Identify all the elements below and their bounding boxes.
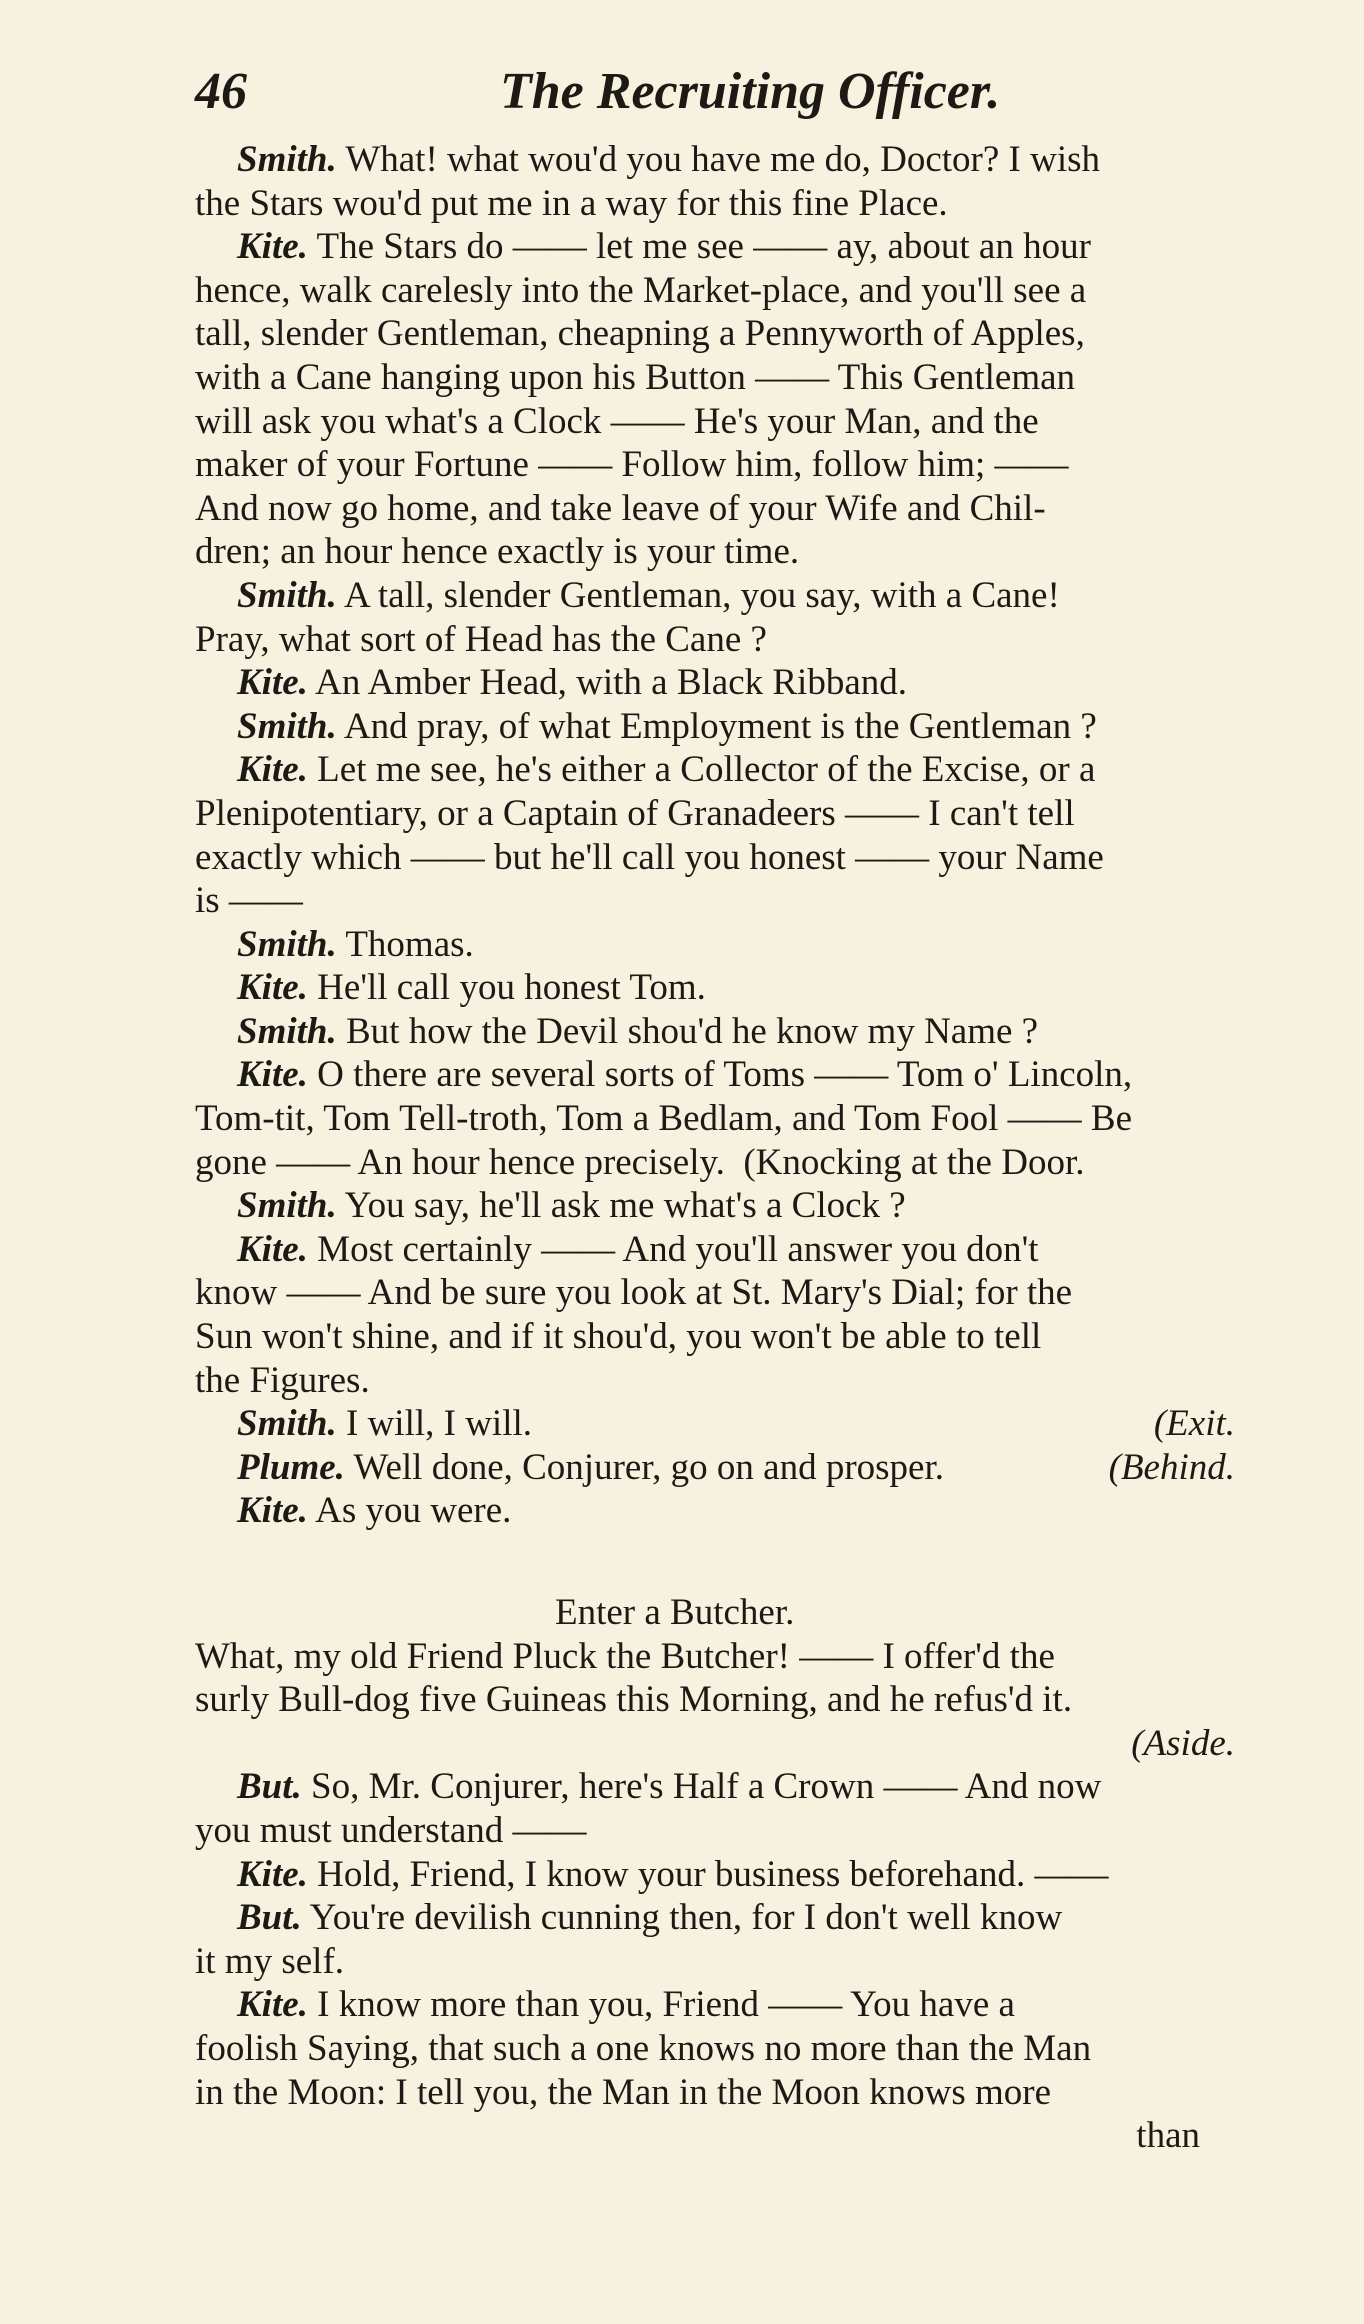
text-line <box>195 1141 1265 1185</box>
text-line <box>195 1896 1265 1940</box>
line-text: is —— <box>195 880 303 922</box>
text-line <box>195 836 1265 880</box>
text-line <box>195 2027 1265 2071</box>
text-line <box>195 356 1265 400</box>
line-text: The Stars do —— let me see —— ay, about an hour <box>307 226 1091 268</box>
text-line <box>195 269 1265 313</box>
line-text: O there are several sorts of Toms —— Tom o' Lincoln, <box>307 1054 1133 1096</box>
line-text: Plenipotentiary, or a Captain of Granadeers —— I can't tell <box>195 792 1075 834</box>
text-line <box>195 1315 1265 1359</box>
line-text: You're devilish cunning then, for I don't well know <box>301 1897 1063 1939</box>
line-text: Pray, what sort of Head has the Cane ? <box>195 618 767 660</box>
text-line <box>195 312 1265 356</box>
text-line <box>195 2071 1265 2115</box>
text-line <box>195 1446 1265 1490</box>
speaker-name: Kite. <box>237 967 308 1009</box>
stage-direction: (Exit. <box>1153 1403 1235 1445</box>
line-text: What, my old Friend Pluck the Butcher! —— I offer'd the <box>195 1635 1055 1677</box>
text-line <box>195 182 1265 226</box>
text-line <box>195 1765 1265 1809</box>
text-line <box>195 1184 1265 1228</box>
line-text: tall, slender Gentleman, cheapning a Pennyworth of Apples, <box>195 313 1085 355</box>
text-line <box>195 1678 1265 1722</box>
speaker-name: Smith. <box>237 574 337 616</box>
speaker-name: Kite. <box>237 1984 308 2026</box>
text-line <box>195 1853 1265 1897</box>
line-text: Thomas. <box>336 923 474 965</box>
line-text: As you were. <box>307 1490 512 1532</box>
speaker-name: Smith. <box>237 705 337 747</box>
play-text <box>195 138 1265 2158</box>
text-line <box>195 792 1265 836</box>
page-number: 46 <box>195 63 247 120</box>
line-text: you must understand —— <box>195 1809 587 1851</box>
line-text: it my self. <box>195 1940 345 1982</box>
line-text: But how the Devil shou'd he know my Name ? <box>336 1010 1039 1052</box>
text-line <box>195 225 1265 269</box>
speaker-name: Kite. <box>237 662 308 704</box>
line-text: maker of your Fortune —— Follow him, follow him; —— <box>195 444 1069 486</box>
catchword: than <box>1136 2115 1200 2157</box>
line-text: And now go home, and take leave of your Wife and Chil- <box>195 487 1046 529</box>
speaker-name: Kite. <box>237 1853 308 1895</box>
line-text: the Figures. <box>195 1359 370 1401</box>
text-line <box>195 1940 1265 1984</box>
dialogue-block-1 <box>195 138 1265 1533</box>
speaker-name: Smith. <box>237 923 337 965</box>
line-text: So, Mr. Conjurer, here's Half a Crown —— And now <box>301 1766 1102 1808</box>
text-line <box>195 138 1265 182</box>
speaker-name: Kite. <box>237 1054 308 1096</box>
text-line <box>195 705 1265 749</box>
line-text: Tom-tit, Tom Tell-troth, Tom a Bedlam, and Tom Fool —— Be <box>195 1098 1133 1140</box>
line-text: Hold, Friend, I know your business beforehand. —— <box>307 1853 1109 1895</box>
text-line <box>195 1722 1265 1766</box>
speaker-name: Plume. <box>237 1446 345 1488</box>
line-text: the Stars wou'd put me in a way for this fine Place. <box>195 182 948 224</box>
line-text: And pray, of what Employment is the Gentleman ? <box>336 705 1097 747</box>
text-line <box>195 1402 1265 1446</box>
text-line <box>195 748 1265 792</box>
text-line <box>195 1053 1265 1097</box>
line-text: will ask you what's a Clock —— He's your Man, and the <box>195 400 1039 442</box>
text-line <box>195 966 1265 1010</box>
speaker-name: Kite. <box>237 1228 308 1270</box>
speaker-name: Smith. <box>237 139 337 180</box>
speaker-name: Smith. <box>237 1010 337 1052</box>
text-line <box>195 879 1265 923</box>
line-text: An Amber Head, with a Black Ribband. <box>307 662 908 704</box>
speaker-name: Smith. <box>237 1403 337 1445</box>
text-line <box>195 1809 1265 1853</box>
text-line <box>195 1983 1265 2027</box>
text-line <box>195 487 1265 531</box>
line-text: I will, I will. <box>336 1403 533 1445</box>
text-line <box>195 574 1265 618</box>
page-header <box>195 62 1195 132</box>
text-line <box>195 400 1265 444</box>
dialogue-block-2 <box>195 1635 1265 2115</box>
line-text: know —— And be sure you look at St. Mary's Dial; for the <box>195 1272 1073 1314</box>
line-text: exactly which —— but he'll call you honest —— your Name <box>195 836 1104 878</box>
line-text: hence, walk carelesly into the Market-place, and you'll see a <box>195 269 1087 311</box>
line-text: foolish Saying, that such a one knows no more than the Man <box>195 2027 1092 2069</box>
line-text: gone —— An hour hence precisely. (Knocking at the Door. <box>195 1141 1085 1183</box>
line-text: Well done, Conjurer, go on and prosper. <box>344 1446 945 1488</box>
speaker-name: But. <box>237 1766 302 1808</box>
speaker-name: Kite. <box>237 1490 308 1532</box>
speaker-name: But. <box>237 1897 302 1939</box>
speaker-name: Kite. <box>237 749 308 791</box>
line-text: dren; an hour hence exactly is your time. <box>195 531 800 573</box>
text-line <box>195 1359 1265 1403</box>
stage-direction: (Behind. <box>1108 1446 1235 1488</box>
line-text: I know more than you, Friend —— You have a <box>307 1984 1015 2026</box>
line-text: surly Bull-dog five Guineas this Morning, and he refus'd it. <box>195 1679 1073 1721</box>
text-line <box>195 1271 1265 1315</box>
line-text: He'll call you honest Tom. <box>307 967 706 1009</box>
text-line <box>195 1228 1265 1272</box>
text-line <box>195 1635 1265 1679</box>
text-line <box>195 1097 1265 1141</box>
text-line <box>195 923 1265 967</box>
line-text: What! what wou'd you have me do, Doctor? I wish <box>336 139 1101 180</box>
text-line <box>195 1010 1265 1054</box>
line-text: You say, he'll ask me what's a Clock ? <box>336 1185 906 1227</box>
line-text: Let me see, he's either a Collector of the Excise, or a <box>307 749 1096 791</box>
text-line <box>195 1489 1265 1533</box>
line-text: Sun won't shine, and if it shou'd, you won't be able to tell <box>195 1316 1042 1358</box>
running-title: The Recruiting Officer. <box>500 63 1001 120</box>
text-line <box>195 618 1265 662</box>
line-text: Most certainly —— And you'll answer you don't <box>307 1228 1039 1270</box>
line-text: in the Moon: I tell you, the Man in the Moon knows more <box>195 2071 1052 2113</box>
text-line <box>195 443 1265 487</box>
text-line <box>195 530 1265 574</box>
speaker-name: Kite. <box>237 226 308 268</box>
line-text: A tall, slender Gentleman, you say, with a Cane! <box>336 574 1060 616</box>
stage-direction: (Aside. <box>1131 1722 1235 1764</box>
speaker-name: Smith. <box>237 1185 337 1227</box>
line-text: with a Cane hanging upon his Button —— This Gentleman <box>195 356 1076 398</box>
text-line <box>195 661 1265 705</box>
stage-entry: Enter a Butcher. <box>555 1592 795 1633</box>
